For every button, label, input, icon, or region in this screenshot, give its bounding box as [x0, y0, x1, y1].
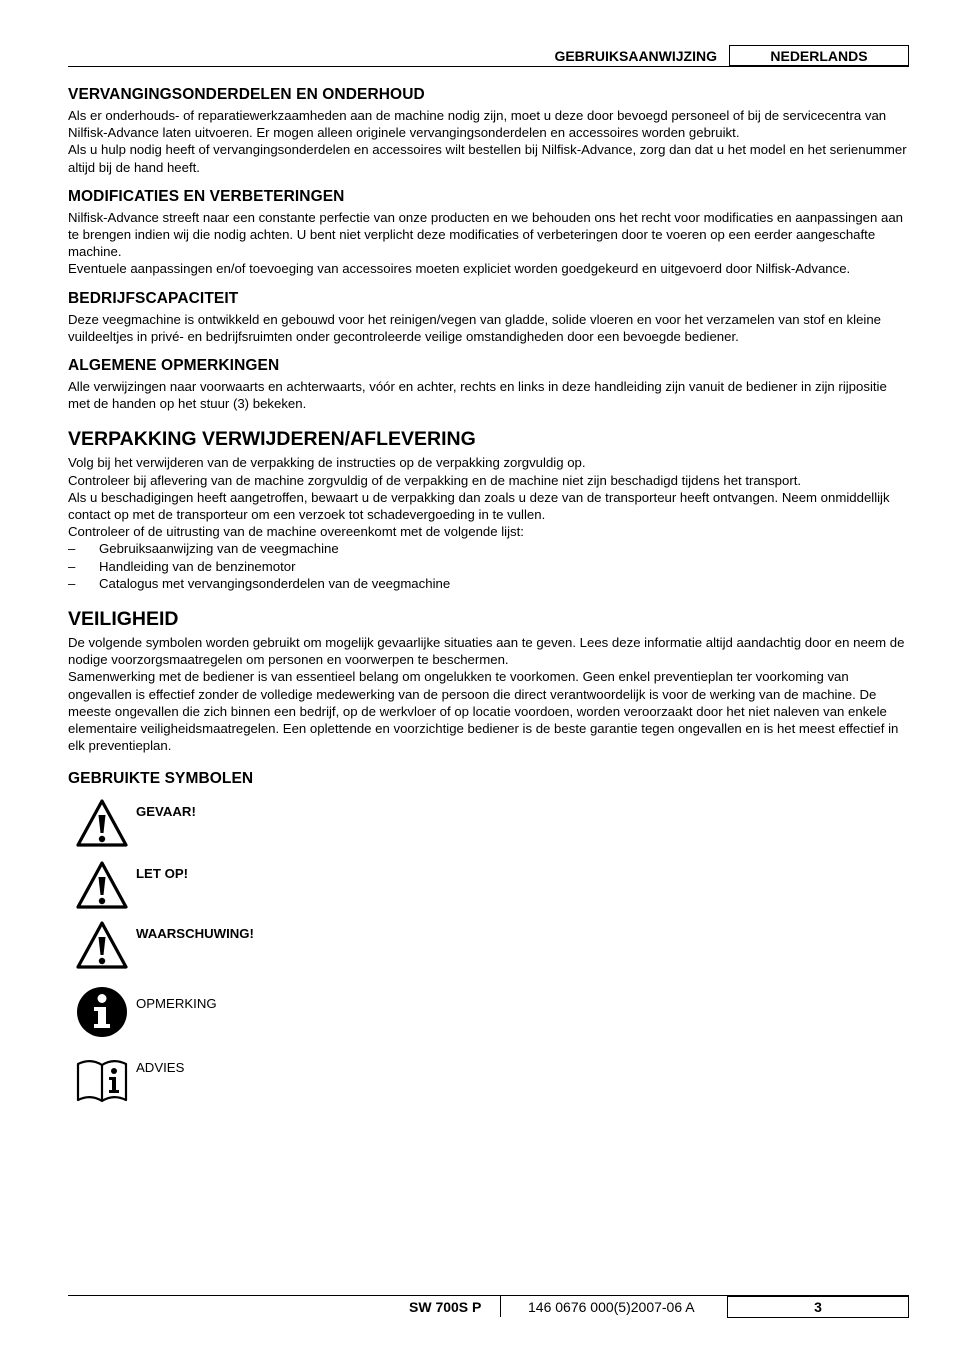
section-symbols — [68, 770, 909, 1118]
list-dash: – — [68, 541, 76, 557]
section-heading: BEDRIJFSCAPACITEIT — [68, 289, 239, 307]
list-item — [68, 575, 909, 592]
list-item-text: Catalogus met vervangingsonderdelen van de veegmachine — [99, 575, 451, 591]
section-capacity — [68, 290, 909, 345]
symbol-danger — [68, 798, 909, 860]
paragraph: Als u beschadigingen heeft aangetroffen, bewaart u de verpakking dan zoals u deze van de transporteur heeft ontvangen. Neem onmiddellijk contact op met de transporteur om een verzoek tot schadevergoeding in te vullen. — [68, 489, 890, 523]
page-footer — [68, 1295, 909, 1319]
paragraph: Controleer of de uitrusting van de machine overeenkomt met de volgende lijst: — [68, 524, 524, 540]
document-body — [68, 86, 909, 1118]
warning-triangle-icon — [76, 920, 128, 972]
section-safety — [68, 608, 909, 754]
symbol-label: OPMERKING — [136, 996, 217, 1012]
list-item-text: Gebruiksaanwijzing van de veegmachine — [99, 541, 339, 557]
header-rule — [68, 66, 909, 67]
paragraph: Nilfisk-Advance streeft naar een constante perfectie van onze producten en we behouden ons het recht voor modificaties en aanpassingen aan te brengen indien wij die nodig achten. U bent niet verplicht deze modificaties of verbeteringen door te voeren op een eerder aangeschafte machine. — [68, 209, 904, 260]
symbol-caution — [68, 860, 909, 920]
paragraph: Als u hulp nodig heeft of vervangingsonderdelen en accessoires wilt bestellen bij Nilfisk-Advance, zorg dan dat u het model en het serienummer altijd bij de hand heeft. — [68, 142, 907, 175]
paragraph: Controleer bij aflevering van de machine zorgvuldig of de verpakking en de machine niet zijn beschadigd tijdens het transport. — [68, 472, 802, 488]
header-language: NEDERLANDS — [729, 45, 909, 66]
header-title: GEBRUIKSAANWIJZING — [554, 48, 717, 64]
manual-book-icon — [76, 1056, 128, 1108]
paragraph: Volg bij het verwijderen van de verpakking de instructies op de verpakking zorgvuldig op. — [68, 455, 586, 471]
list-item — [68, 558, 909, 575]
paragraph: Samenwerking met de bediener is van essentieel belang om ongelukken te voorkomen. Geen enkel preventieplan ter voorkoming van ongevallen is effectief zonder de volledige medewerking van de persoon die direct verantwoordelijk is voor de werking van de machine. De meeste ongevallen die zich binnen een bedrijf, op de werkvloer of op locatie voordoen, worden veroorzaakt door het niet naleven van enkele elementaire veiligheidsmaatregelen. Een oplettende en voorzichtige bediener is de beste garantie tegen ongevallen en is het meest effectief in elk preventieplan. — [68, 669, 899, 754]
chapter-heading: VEILIGHEID — [68, 608, 179, 631]
symbol-label: ADVIES — [136, 1060, 185, 1076]
section-spare-parts — [68, 86, 909, 176]
symbol-note — [68, 986, 909, 1056]
paragraph: Deze veegmachine is ontwikkeld en gebouwd voor het reinigen/vegen van gladde, solide vloeren en voor het verzamelen van stof en kleine vuildeeltjes in privé- en bedrijfsruimten onder gecontroleerde veilige omstandigheden door een bevoegde bediener. — [68, 311, 882, 344]
symbol-label: GEVAAR! — [136, 804, 196, 820]
paragraph: De volgende symbolen worden gebruikt om mogelijk gevaarlijke situaties aan te geven. Lees deze informatie altijd aandachtig door en neem de nodige voorzorgsmaatregelen om personen en voorwerpen te beschermen. — [68, 635, 905, 668]
chapter-heading: VERPAKKING VERWIJDEREN/AFLEVERING — [68, 428, 476, 451]
equipment-list — [68, 540, 909, 592]
paragraph: Als er onderhouds- of reparatiewerkzaamheden aan de machine nodig zijn, moet u deze door bevoegd personeel of bij de servicecentra van Nilfisk-Advance laten uitvoeren. Er mogen alleen originele vervangingsonderdelen en accessoires worden gebruikt. — [68, 108, 887, 141]
symbol-warning — [68, 920, 909, 986]
list-item-text: Handleiding van de benzinemotor — [99, 558, 296, 574]
list-item — [68, 540, 909, 557]
section-heading: MODIFICATIES EN VERBETERINGEN — [68, 187, 345, 205]
paragraph: Eventuele aanpassingen en/of toevoeging van accessoires moeten expliciet worden goedgekeurd en uitgevoerd door Nilfisk-Advance. — [68, 261, 851, 277]
list-dash: – — [68, 558, 76, 574]
symbol-advice — [68, 1056, 909, 1118]
symbol-label: LET OP! — [136, 866, 189, 882]
page-header — [68, 45, 909, 67]
section-unpacking — [68, 428, 909, 592]
warning-triangle-icon — [76, 798, 128, 850]
list-dash: – — [68, 575, 76, 591]
info-circle-icon — [76, 986, 128, 1038]
section-heading: VERVANGINGSONDERDELEN EN ONDERHOUD — [68, 86, 425, 103]
footer-separator — [500, 1296, 501, 1317]
section-heading: ALGEMENE OPMERKINGEN — [68, 357, 280, 375]
footer-model: SW 700S P — [409, 1299, 482, 1315]
paragraph: Alle verwijzingen naar voorwaarts en achterwaarts, vóór en achter, rechts en links in deze handleiding zijn vanuit de bediener in zijn rijpositie met de handen op het stuur (3) bekeken. — [68, 379, 887, 412]
footer-document-code: 146 0676 000(5)2007-06 A — [528, 1299, 695, 1315]
section-general-notes — [68, 357, 909, 412]
section-heading: GEBRUIKTE SYMBOLEN — [68, 770, 254, 788]
section-modifications — [68, 188, 909, 278]
page-number: 3 — [727, 1296, 909, 1318]
symbol-label: WAARSCHUWING! — [136, 926, 254, 942]
warning-triangle-icon — [76, 860, 128, 912]
